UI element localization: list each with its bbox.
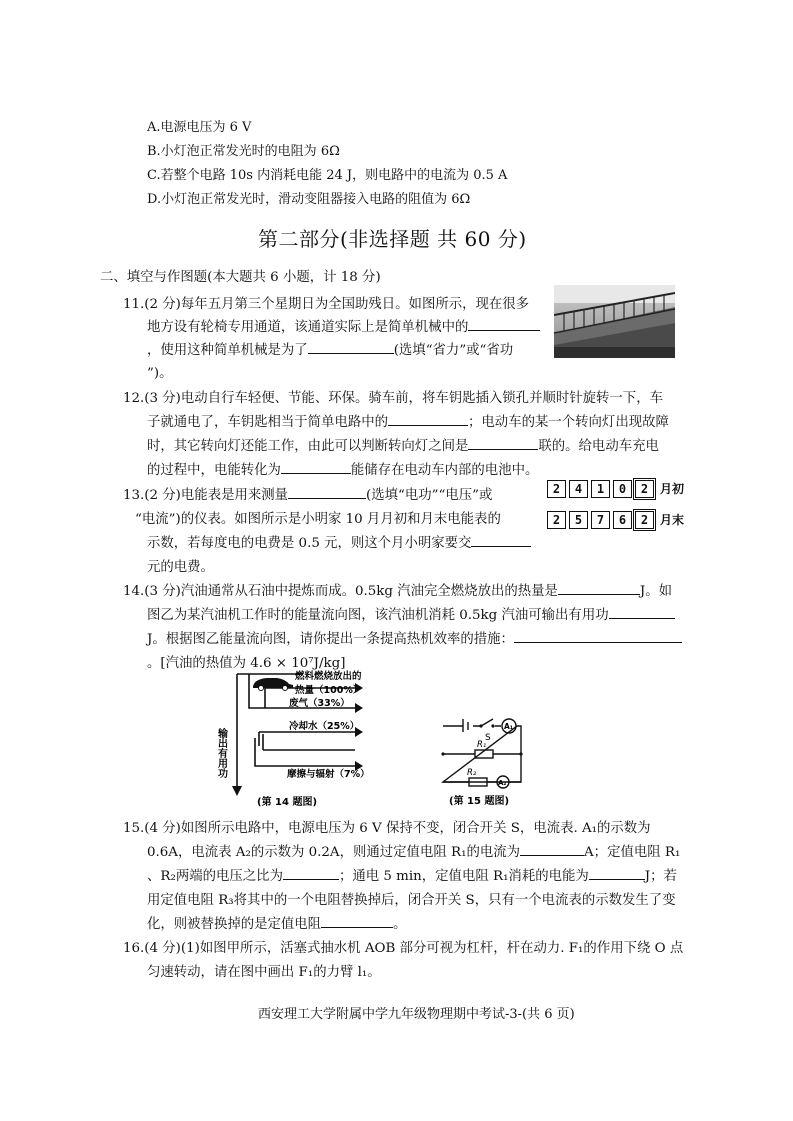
answer-blank[interactable] [514, 629, 682, 643]
option-d: D.小灯泡正常发光时，滑动变阻器接入电路的阻值为 6Ω [147, 192, 471, 207]
meter-start [547, 480, 684, 498]
energy-flow-diagram [215, 668, 390, 810]
q14-line4: 。[汽油的热值为 4.6 × 10⁷J/kg] [147, 656, 346, 671]
meter-digit: 2 [547, 480, 566, 498]
fig14-caption: (第 14 题图) [257, 797, 318, 808]
q11-line2 [147, 316, 540, 335]
answer-blank[interactable] [520, 842, 584, 856]
q12-text: 的过程中，电能转化为 [147, 463, 281, 478]
answer-blank[interactable] [471, 533, 531, 547]
answer-blank[interactable] [589, 866, 645, 880]
heat-label-2: 热量（100%） [295, 685, 363, 696]
q12-text: 时，其它转向灯还能工作，由此可以判断转向灯之间是 [147, 439, 469, 454]
q15-line4: 用定值电阻 R₃将其中的一个电阻替换掉后，闭合开关 S，只有一个电流表的示数发生了变 [147, 893, 676, 908]
q14-line3 [147, 628, 682, 647]
q15-text: J；若 [644, 869, 677, 884]
q13-line2: “电流”)的仪表。如图所示是小明家 10 月月初和月末电能表的 [135, 512, 501, 527]
q12-line1: 12.(3 分)电动自行车轻便、节能、环保。骑车前，将车钥匙插入锁孔并顺时针旋转一下，车 [123, 391, 663, 406]
q13-line3 [147, 532, 531, 551]
cooling-label: 冷却水（25%） [289, 721, 360, 732]
part-title: 第二部分(非选择题 共 60 分) [258, 227, 527, 251]
resistor-r1-label: R₁ [477, 740, 487, 750]
q14-text: J。如 [639, 584, 673, 599]
q16-line1: 16.(4 分)(1)如图甲所示，活塞式抽水机 AOB 部分可视为杠杆，杆在动力. F₁的作用下绕 O 点 [123, 941, 684, 956]
page-footer: 西安理工大学附属中学九年级物理期中考试-3-(共 6 页) [258, 1007, 575, 1022]
q15-text: 、R₂两端的电压之比为 [147, 869, 283, 884]
q15-text: 。 [393, 917, 407, 932]
answer-blank[interactable] [609, 605, 675, 619]
heat-label: 燃料燃烧放出的 [295, 671, 362, 682]
option-a: A.电源电压为 6 V [147, 120, 252, 135]
resistor-r2-label: R₂ [467, 768, 477, 778]
circuit-diagram [435, 710, 530, 810]
meter-digit: 7 [591, 511, 610, 529]
q12-text: 子就通电了，车钥匙相当于简单电路中的 [147, 415, 389, 430]
option-c: C.若整个电路 10s 内消耗电能 24 J，则电路中的电流为 0.5 A [147, 168, 508, 183]
q15-text: ；通电 5 min，定值电阻 R₁消耗的电能为 [338, 869, 589, 884]
q16-line2: 匀速转动，请在图中画出 F₁的力臂 l₁。 [147, 965, 381, 980]
switch-label: S [485, 733, 491, 743]
meter-digit: 0 [613, 480, 632, 498]
q12-text: 能储存在电动车内部的电池中。 [350, 463, 539, 478]
answer-blank[interactable] [283, 866, 339, 880]
ammeter-a1-label: A₁ [504, 722, 514, 731]
q15-line3 [147, 865, 677, 884]
meter-digit: 6 [613, 511, 632, 529]
answer-blank[interactable] [308, 340, 394, 354]
meter-label: 月末 [660, 513, 685, 527]
q15-line5 [147, 913, 406, 932]
q11-line1: 11.(2 分)每年五月第三个星期日为全国助残日。如图所示，现在很多 [123, 297, 530, 312]
wheelchair-ramp-photo [554, 285, 675, 358]
q14-text: 14.(3 分)汽油通常从石油中提炼而成。0.5kg 汽油完全燃烧放出的热量是 [123, 584, 558, 599]
ammeter-a2-label: A₂ [498, 779, 507, 787]
meter-digit: 5 [569, 511, 588, 529]
q13-line4: 元的电费。 [147, 560, 214, 575]
q15-text: A；定值电阻 R₁ [584, 845, 681, 860]
answer-blank[interactable] [388, 412, 468, 426]
q15-text: 化，则被替换掉的是定值电阻 [147, 917, 322, 932]
q15-text: 0.6A，电流表 A₂的示数为 0.2A，则通过定值电阻 R₁的电流为 [147, 845, 521, 860]
q12-line4 [147, 459, 538, 478]
exhaust-label: 废气（33%） [289, 698, 350, 709]
meter-digit: 1 [591, 480, 610, 498]
q15-line1: 15.(4 分)如图所示电路中，电源电压为 6 V 保持不变，闭合开关 S，电流表. A₁的示数为 [123, 821, 651, 836]
q14-line2 [147, 604, 675, 623]
q14-text: 图乙为某汽油机工作时的能量流向图，该汽油机消耗 0.5kg 汽油可输出有用功 [147, 608, 609, 623]
q11-text: ，使用这种简单机械是为了 [147, 343, 308, 358]
q15-line2 [147, 841, 680, 860]
meter-digit-decimal: 2 [635, 511, 654, 529]
answer-blank[interactable] [558, 581, 640, 595]
q12-line3 [147, 435, 659, 454]
friction-label: 摩擦与辐射（7%） [287, 769, 370, 780]
answer-blank[interactable] [288, 485, 366, 499]
meter-label: 月初 [660, 482, 685, 496]
q11-text: 地方设有轮椅专用通道，该通道实际上是简单机械中的 [147, 320, 469, 335]
meter-digit-decimal: 2 [635, 480, 654, 498]
answer-blank[interactable] [468, 317, 540, 331]
q12-text: ；电动车的某一个转向灯出现故障 [468, 415, 669, 430]
q11-text: (选填“省力”或“省功 [393, 343, 514, 358]
useful-work-label: 输出有用功 [215, 728, 227, 778]
option-b: B.小灯泡正常发光时的电阻为 6Ω [147, 144, 340, 159]
q12-text: 联的。给电动车充电 [538, 439, 659, 454]
answer-blank[interactable] [281, 460, 351, 474]
meter-digit: 4 [569, 480, 588, 498]
q11-line4: ”)。 [147, 366, 173, 381]
q13-line1 [123, 484, 492, 503]
q13-text: 13.(2 分)电能表是用来测量 [123, 488, 289, 503]
q12-line2 [147, 411, 669, 430]
q11-line3 [147, 339, 513, 358]
meter-digit: 2 [547, 511, 566, 529]
answer-blank[interactable] [468, 436, 538, 450]
section-title: 二、填空与作图题(本大题共 6 小题，计 18 分) [100, 270, 381, 285]
q14-line1 [123, 580, 672, 599]
q14-text: J。根据图乙能量流向图，请你提出一条提高热机效率的措施： [147, 632, 514, 647]
q13-text: (选填“电功”“电压”或 [366, 488, 493, 503]
answer-blank[interactable] [321, 914, 393, 928]
q13-text: 示数，若每度电的电费是 0.5 元，则这个月小明家要交 [147, 536, 472, 551]
fig15-caption: (第 15 题图) [449, 796, 510, 807]
meter-end [547, 511, 684, 529]
